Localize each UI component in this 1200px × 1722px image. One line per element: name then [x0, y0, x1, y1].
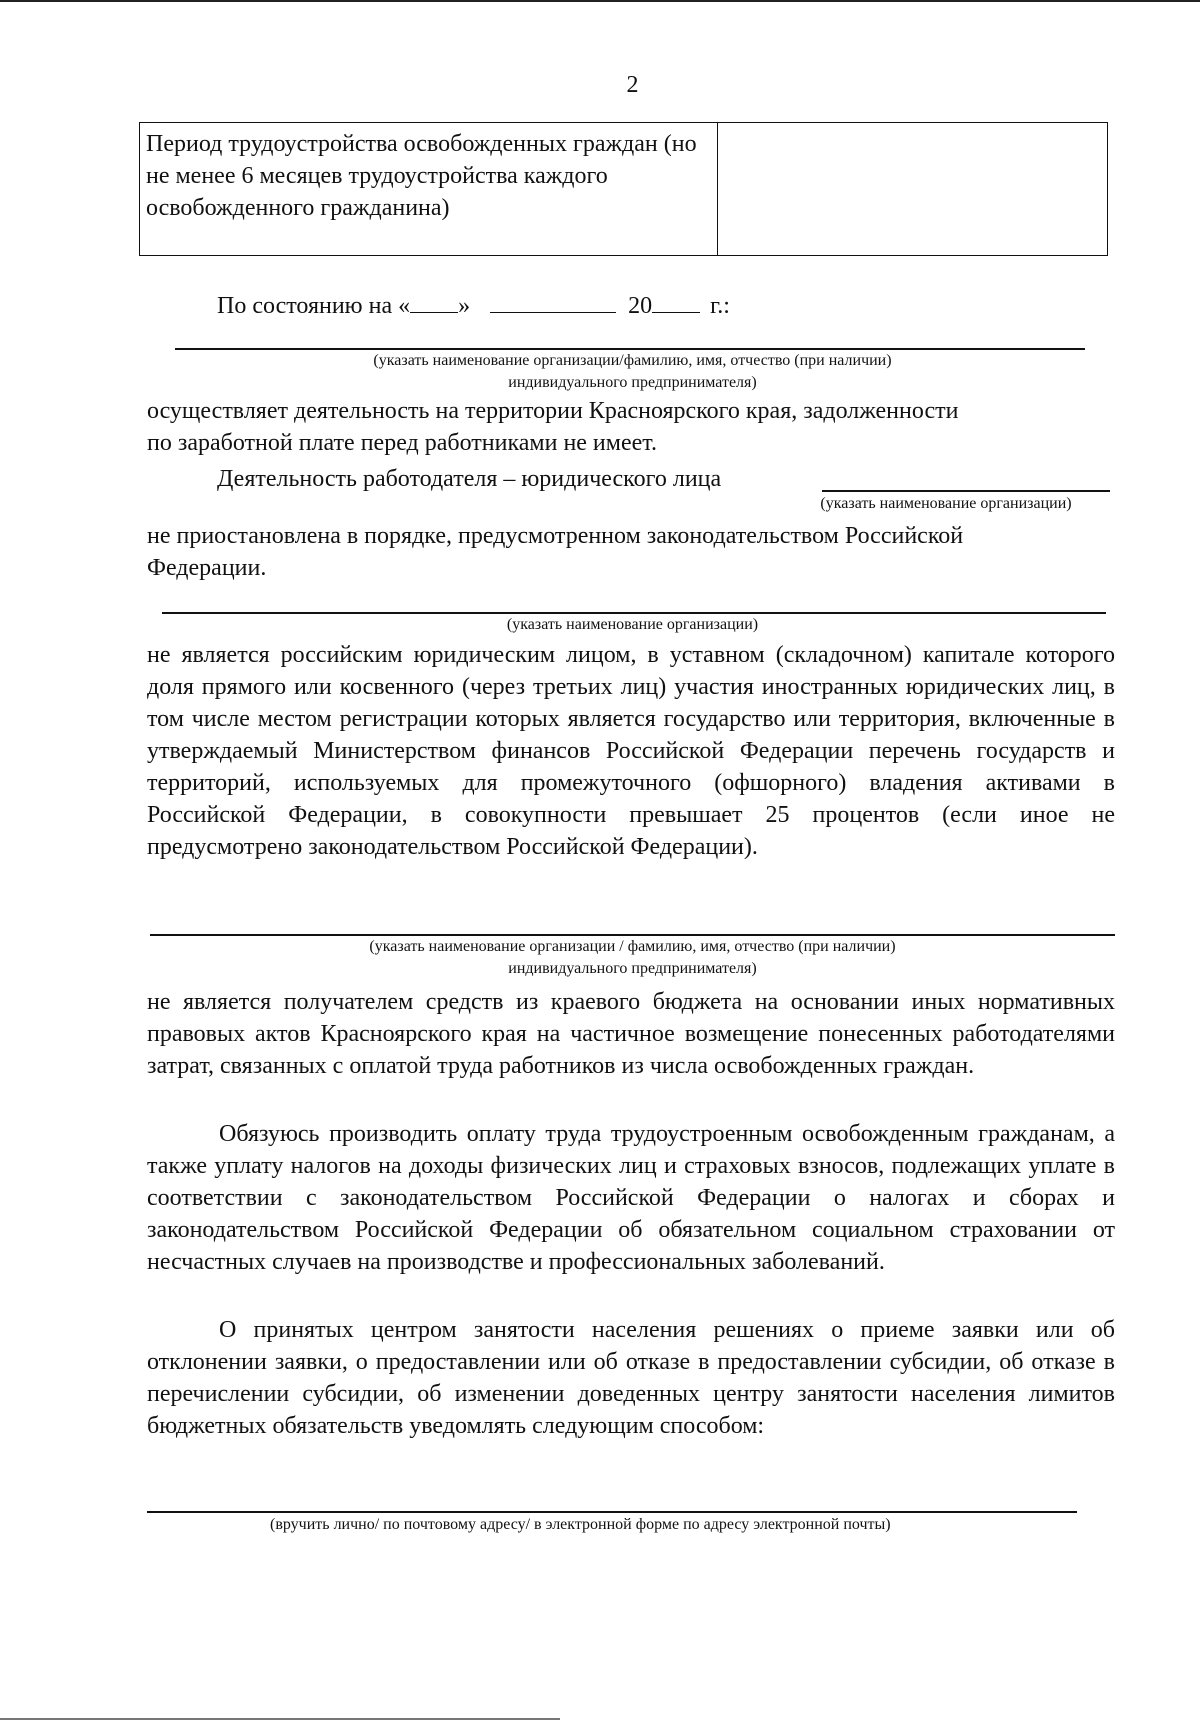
date-prefix: По состоянию на «	[217, 293, 411, 319]
paragraph-activity-line2: по заработной плате перед работниками не имеет.	[147, 430, 657, 456]
employment-period-value[interactable]	[718, 123, 1108, 256]
date-line	[217, 286, 730, 322]
date-suffix: г.:	[710, 293, 730, 319]
employment-period-label: Период трудоустройства освобожденных граждан (но не менее 6 месяцев трудоустройства каждого освобожденного гражданина)	[140, 123, 718, 256]
delivery-method-line[interactable]	[147, 1511, 1077, 1513]
org-name-caption-1: (указать наименование организации/фамилию, имя, отчество (при наличии)	[373, 352, 892, 369]
page-number: 2	[626, 72, 639, 98]
day-blank[interactable]	[410, 286, 458, 313]
org-name-caption-1b: индивидуального предпринимателя)	[508, 374, 757, 391]
year-blank[interactable]	[652, 286, 700, 313]
not-suspended-line1: не приостановлена в порядке, предусмотренном законодательством Российской	[147, 523, 964, 549]
legal-entity-caption: (указать наименование организации)	[820, 495, 1072, 512]
date-quote-close: »	[458, 293, 471, 319]
employment-period-table	[139, 122, 1108, 256]
paragraph-not-recipient: не является получателем средств из краевого бюджета на основании иных нормативных правовых актов Красноярского края на частичное возмещение понесенных работодателями затрат, связанных с оплатой труда работников из числа освобожденных граждан.	[147, 989, 1115, 1079]
org-name-caption-3: (указать наименование организации / фамилию, имя, отчество (при наличии)	[369, 938, 896, 955]
org-name-caption-3b: индивидуального предпринимателя)	[508, 960, 757, 977]
scan-edge-bottom	[0, 1718, 560, 1720]
year-prefix: 20	[628, 293, 653, 319]
legal-entity-lead: Деятельность работодателя – юридического лица	[217, 466, 722, 492]
not-suspended-line2: Федерации.	[147, 555, 267, 581]
paragraph-not-suspended	[147, 520, 1115, 584]
paragraph-activity	[147, 395, 1115, 459]
month-blank[interactable]	[490, 286, 616, 313]
paragraph-notification: О принятых центром занятости населения решениях о приеме заявки или об отклонении заявки, о предоставлении или об отказе в предоставлении субсидии, об отказе в перечислении субсидии, об изменении доведенных центру занятости населения лимитов бюджетных обязательств уведомлять следующим способом:	[147, 1317, 1115, 1439]
org-name-caption-2: (указать наименование организации)	[506, 616, 759, 633]
delivery-method-caption: (вручить лично/ по почтовому адресу/ в электронной форме по адресу электронной почты)	[270, 1516, 891, 1533]
scan-edge-top	[0, 0, 1200, 2]
paragraph-obligation: Обязуюсь производить оплату труда трудоустроенным освобожденным гражданам, а также уплату налогов на доходы физических лиц и страховых взносов, подлежащих уплате в соответствии с законодательством Российской Федерации о налогах и сборах и законодательством Российской Федерации об обязательном социальном страховании от несчастных случаев на производстве и профессиональных заболеваний.	[147, 1121, 1115, 1275]
paragraph-activity-line1: осуществляет деятельность на территории Красноярского края, задолженности	[147, 398, 959, 424]
legal-entity-name-line[interactable]	[822, 490, 1110, 492]
paragraph-not-foreign: не является российским юридическим лицом, в уставном (складочном) капитале которого доля прямого или косвенного (через третьих лиц) участия иностранных юридических лиц, в том числе местом регистрации которых является государство или территория, включенные в утверждаемый Министерством финансов Российской Федерации перечень государств и территорий, используемых для промежуточного (офшорного) владения активами в Российской Федерации, в совокупности превышает 25 процентов (если иное не предусмотрено законодательством Российской Федерации).	[147, 642, 1115, 860]
